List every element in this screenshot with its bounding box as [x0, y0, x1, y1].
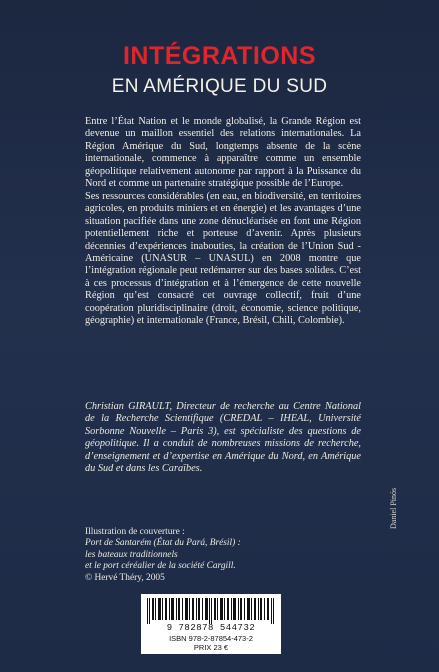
book-title: INTÉGRATIONS: [122, 42, 317, 70]
price-text: PRIX 23 €: [193, 643, 229, 652]
blurb-paragraph-1: Entre l’État Nation et le monde globalisé, la Grande Région est devenue un maillon essentiel des relations internationales. La Région Amérique du Sud, longtemps absente de la scène internationale, commence à apparaître comme un ensemble géopolitique relativement autonome par rapport à la Puissance du Nord et comme un partenaire stratégique possible de l’Europe.: [85, 116, 361, 190]
author-bio: Christian GIRAULT, Directeur de recherche au Centre National de la Recherche Scientifique (CREDAL – IHEAL, Université Sorbonne Nouvelle – Paris 3), est spécialiste des questions de géopolitique. Il a conduit de nombreuses missions de recherche, d’enseignement et d’expertise en Amérique du Nord, en Amérique du Sud et dans les Caraïbes.: [85, 401, 361, 475]
barcode-box: [141, 594, 281, 654]
photo-credit: Daniel Pinós: [389, 487, 398, 529]
illustration-copyright: © Hervé Théry, 2005: [85, 572, 165, 583]
blurb-paragraph-2: Ses ressources considérables (en eau, en biodiversité, en territoires agricoles, en produits miniers et en énergie) et les avantages d’une situation pacifiée dans une zone dénucléarisée en font une Région potentiellement riche et porteuse d’avenir. Après plusieurs décennies d’expériences inabouties, la création de l’Union Sud - Américaine (UNASUR – UNASUL) en 2008 montre que l’intégration régionale peut redémarrer sur des bases solides. C’est à ces processus d’intégration et à l’émergence de cette nouvelle Région qu’est consacré cet ouvrage collectif, fruit d’une coopération pluridisciplinaire (droit, économie, science politique, géographie) et internationale (France, Brésil, Chili, Colombie).: [85, 190, 361, 327]
illustration-credit: [85, 527, 305, 584]
barcode-icon: [145, 598, 277, 624]
illustration-line-3: et le port céréalier de la société Cargill.: [85, 561, 236, 572]
barcode-number: 9 782878 544732: [166, 623, 256, 633]
blurb-text: [85, 116, 361, 328]
book-subtitle: EN AMÉRIQUE DU SUD: [111, 76, 328, 97]
isbn-text: ISBN 978-2-87854-473-2: [169, 634, 253, 643]
illustration-line-1: Port de Santarém (État du Pará, Brésil) :: [85, 538, 241, 549]
illustration-line-2: les bateaux traditionnels: [85, 549, 178, 560]
illustration-label: Illustration de couverture :: [85, 527, 185, 537]
